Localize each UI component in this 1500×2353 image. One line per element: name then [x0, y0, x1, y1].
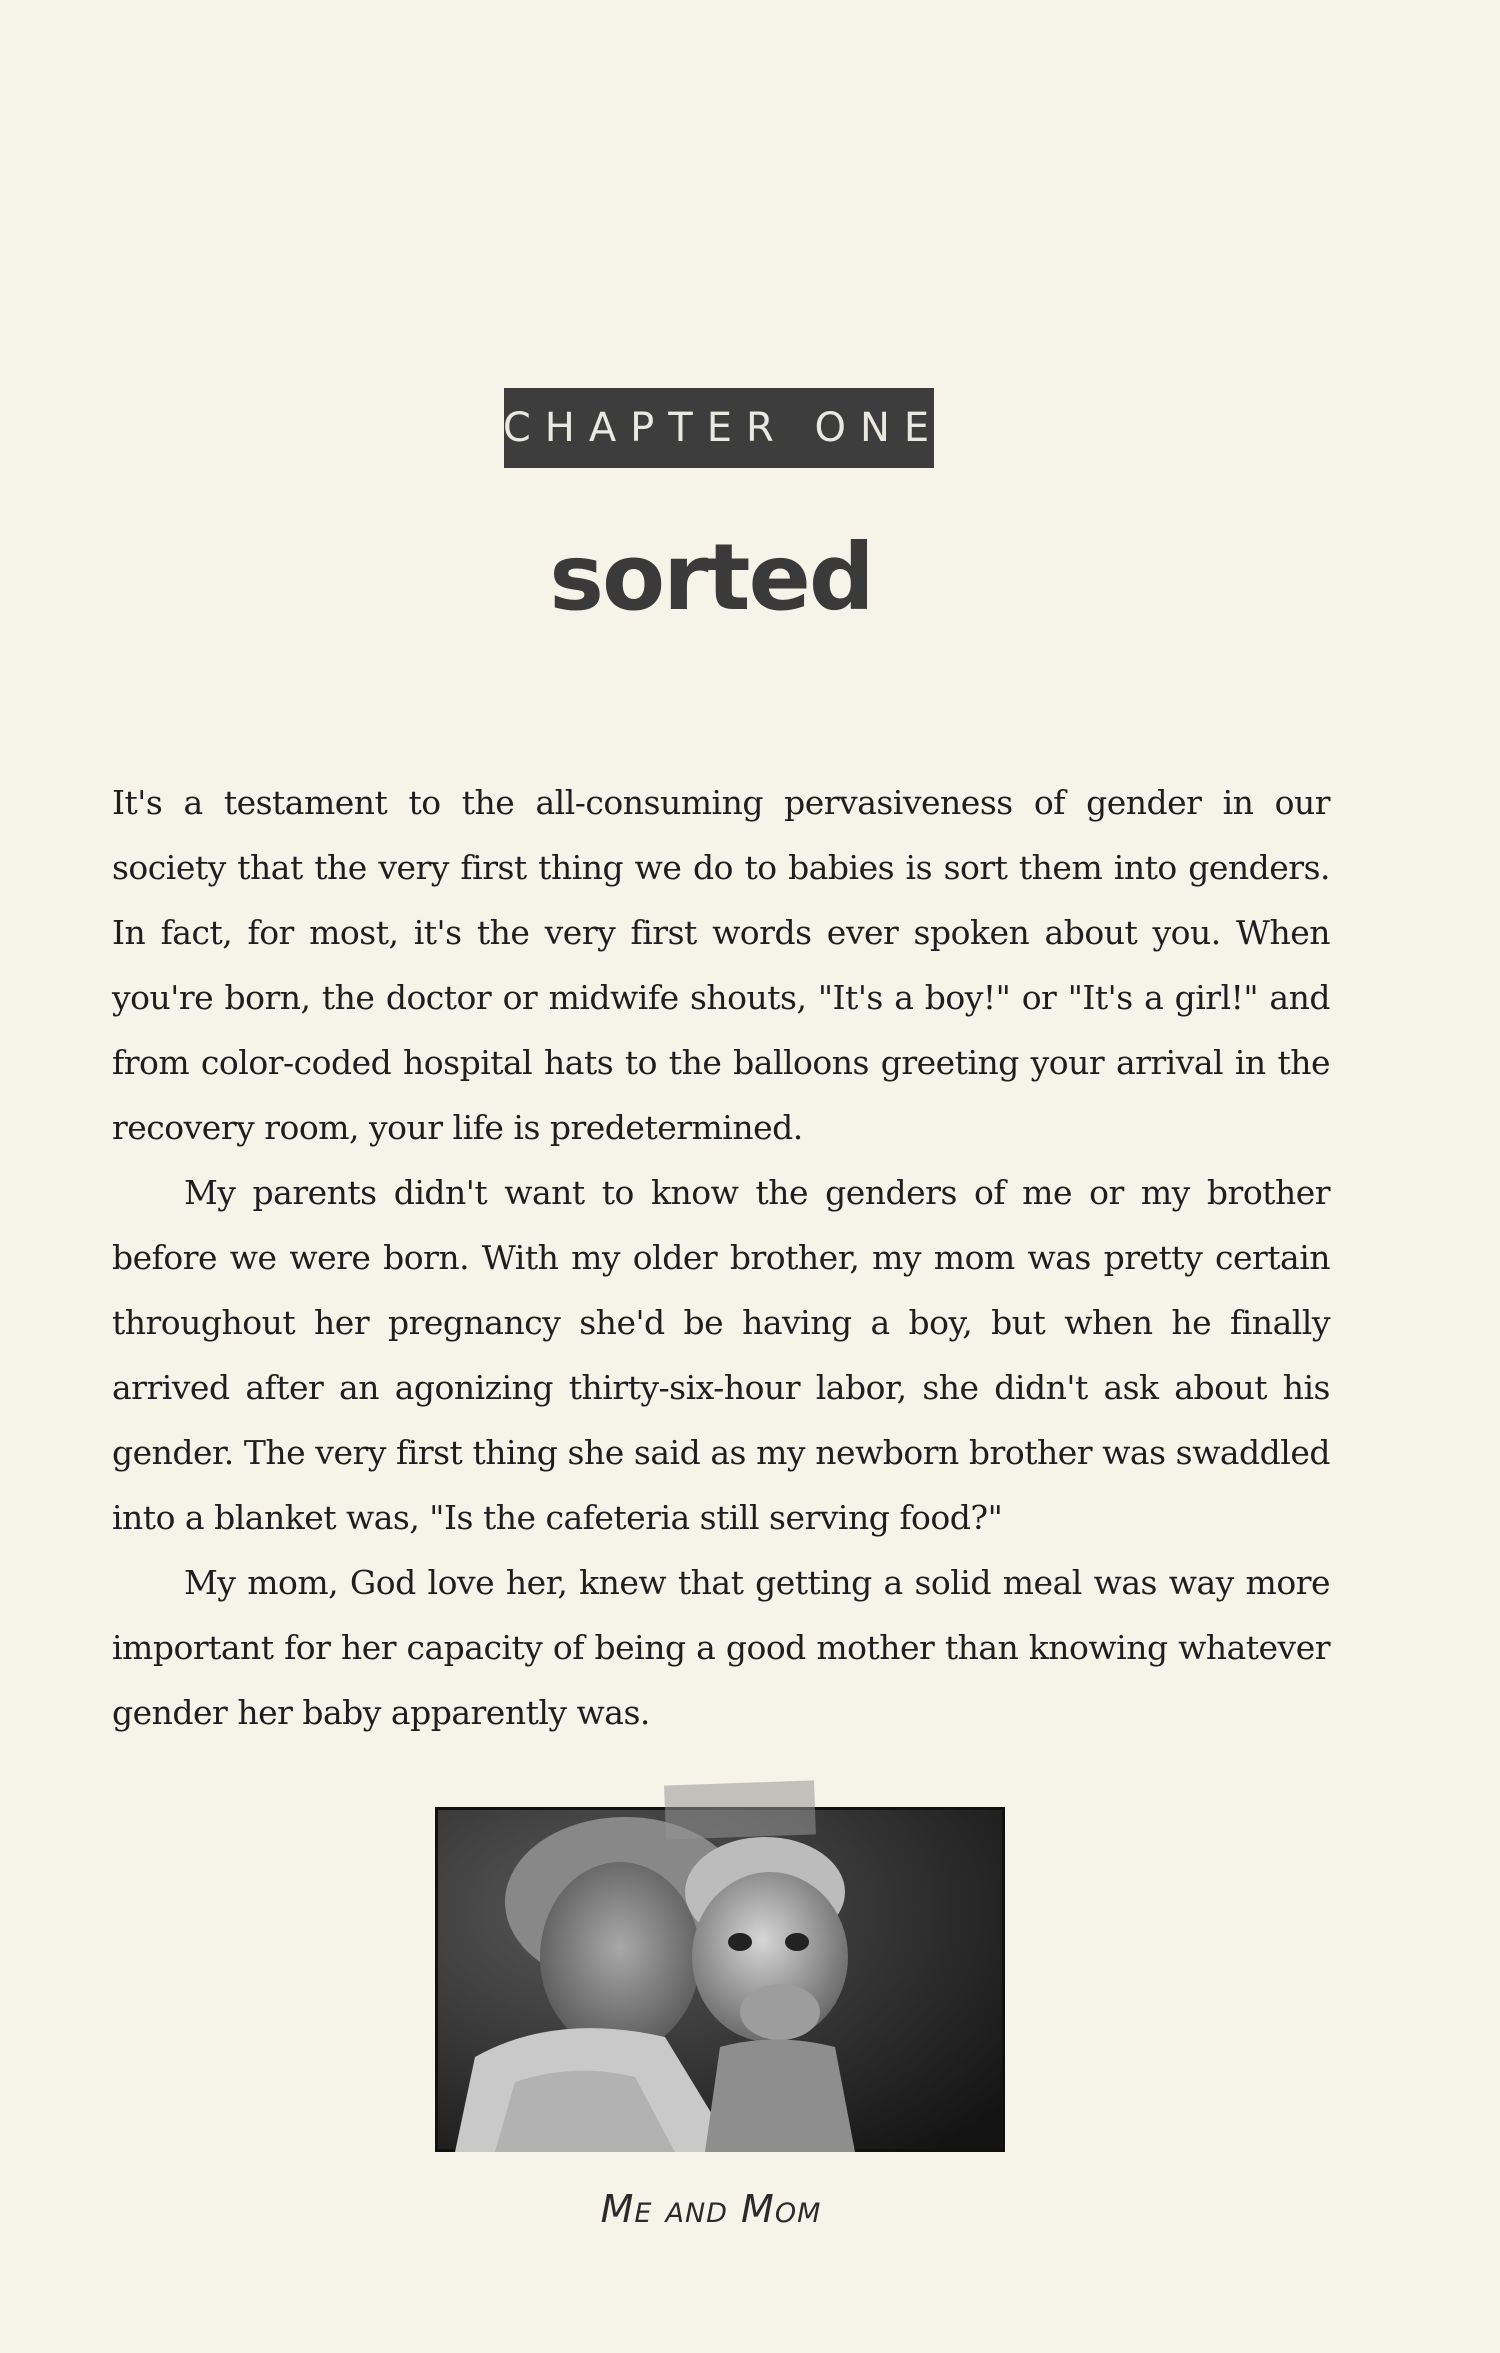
tape: [664, 1780, 816, 1839]
paragraph-2: My parents didn't want to know the genders of me or my brother before we were born. With my older brother, my mom was pretty certain throughout her pregnancy she'd be having a boy, but when he finally arrived after an agonizing thirty-six-hour labor, she didn't ask about his gender. The very first thing she said as my newborn brother was swaddled into a blanket was, "Is the cafeteria still serving food?": [112, 1173, 1330, 1537]
paragraph-3: My mom, God love her, knew that getting a solid meal was way more important for her capacity of being a good mother than knowing whatever gender her baby apparently was.: [112, 1563, 1330, 1732]
chapter-label: CHAPTER ONE: [504, 388, 934, 468]
chapter-title: sorted: [549, 524, 873, 631]
photo-caption: Me and Mom: [600, 2187, 822, 2231]
body-text: [112, 770, 1330, 1745]
photo-image: [435, 1807, 1005, 2152]
photo: [435, 1807, 1005, 2152]
paragraph-1: It's a testament to the all-consuming pervasiveness of gender in our society that the very first thing we do to babies is sort them into genders. In fact, for most, it's the very first words ever spoken about you. When you're born, the doctor or midwife shouts, "It's a boy!" or "It's a girl!" and from color-coded hospital hats to the balloons greeting your arrival in the recovery room, your life is predetermined.: [112, 783, 1330, 1147]
